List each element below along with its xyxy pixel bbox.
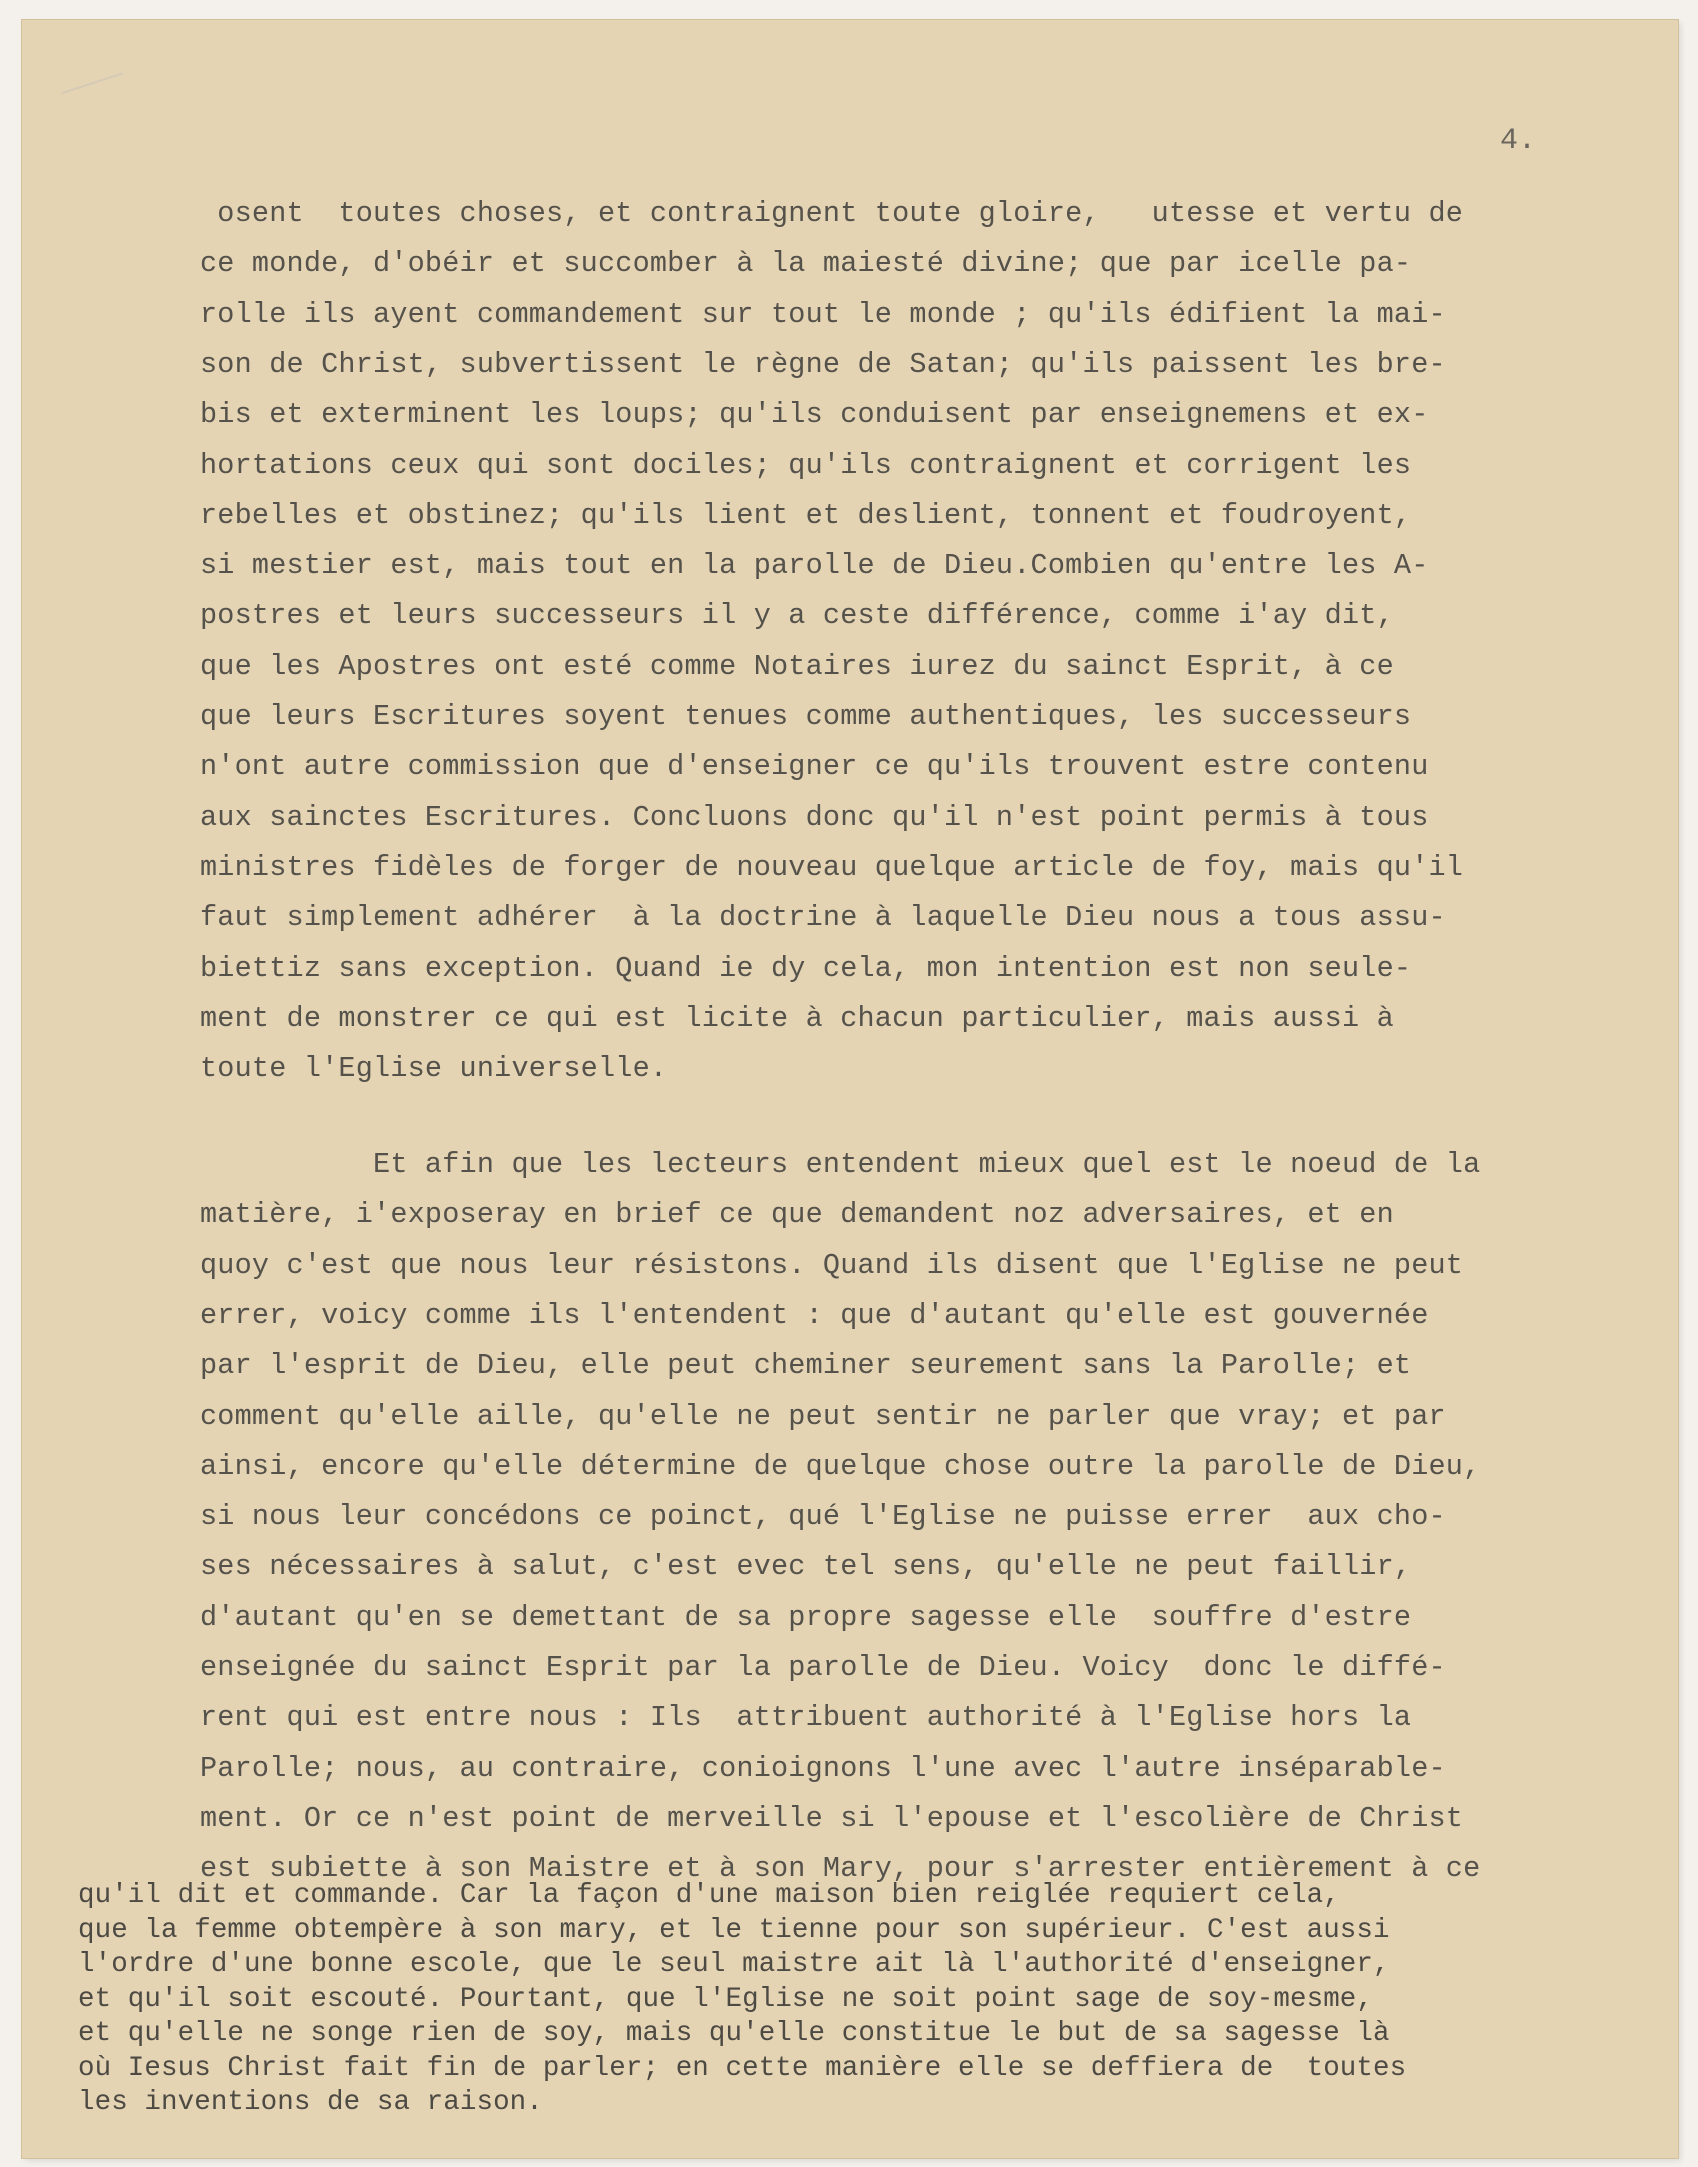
text-line: quoy c'est que nous leur résistons. Quand ils disent que l'Eglise ne peut: [200, 1248, 1464, 1282]
text-line: errer, voicy comme ils l'entendent : que d'autant qu'elle est gouvernée: [200, 1298, 1429, 1332]
text-line: ministres fidèles de forger de nouveau quelque article de foy, mais qu'il: [200, 850, 1464, 884]
text-line: par l'esprit de Dieu, elle peut cheminer seurement sans la Parolle; et: [200, 1349, 1412, 1383]
paper-tear-mark: [62, 72, 127, 103]
text-line: et qu'il soit escouté. Pourtant, que l'Eglise ne soit point sage de soy-mesme,: [78, 1983, 1374, 2015]
text-line: que la femme obtempère à son mary, et le tienne pour son supérieur. C'est aussi: [78, 1914, 1390, 1946]
text-line: postres et leurs successeurs il y a ceste différence, comme i'ay dit,: [200, 599, 1394, 633]
text-line: rent qui est entre nous : Ils attribuent authorité à l'Eglise hors la: [200, 1701, 1412, 1735]
text-line: si mestier est, mais tout en la parolle de Dieu.Combien qu'entre les A-: [200, 549, 1429, 583]
text-line: et qu'elle ne songe rien de soy, mais qu'elle constitue le but de sa sagesse là: [78, 2018, 1390, 2049]
text-line: Et afin que les lecteurs entendent mieux quel est le noeud de la: [200, 1148, 1481, 1181]
text-line: ainsi, encore qu'elle détermine de quelque chose outre la parolle de Dieu,: [200, 1449, 1481, 1483]
text-line: comment qu'elle aille, qu'elle ne peut sentir ne parler que vray; et par: [200, 1399, 1446, 1433]
page-number: 4.: [1500, 124, 1537, 158]
text-line: aux sainctes Escritures. Concluons donc qu'il n'est point permis à tous: [200, 800, 1429, 834]
text-line: rebelles et obstinez; qu'ils lient et deslient, tonnent et foudroyent,: [200, 498, 1412, 532]
typewritten-page: [22, 20, 1678, 2158]
text-line: son de Christ, subvertissent le règne de Satan; qu'ils paissent les bre-: [200, 347, 1446, 381]
text-line: est subiette à son Maistre et à son Mary, pour s'arrester entièrement à ce: [200, 1852, 1481, 1886]
text-line: que leurs Escritures soyent tenues comme authentiques, les successeurs: [200, 700, 1412, 733]
text-line: ment. Or ce n'est point de merveille si l'epouse et l'escolière de Christ: [200, 1801, 1464, 1835]
text-line: bis et exterminent les loups; qu'ils conduisent par enseignemens et ex-: [200, 398, 1429, 432]
text-line: Parolle; nous, au contraire, conioignons l'une avec l'autre inséparable-: [200, 1751, 1446, 1785]
text-line: où Iesus Christ fait fin de parler; en cette manière elle se deffiera de toutes: [78, 2052, 1407, 2084]
text-line: que les Apostres ont esté comme Notaires iurez du sainct Esprit, à ce: [200, 649, 1394, 683]
text-line: matière, i'exposeray en brief ce que demandent noz adversaires, et en: [200, 1198, 1394, 1232]
text-line: les inventions de sa raison.: [78, 2087, 543, 2118]
text-line: ses nécessaires à salut, c'est evec tel sens, qu'elle ne peut faillir,: [200, 1550, 1412, 1584]
text-line: rolle ils ayent commandement sur tout le monde ; qu'ils édifient la mai-: [200, 297, 1446, 331]
text-line: si nous leur concédons ce poinct, qué l'Eglise ne puisse errer aux cho-: [200, 1500, 1446, 1534]
text-line: biettiz sans exception. Quand ie dy cela, mon intention est non seule-: [200, 951, 1412, 985]
text-line: hortations ceux qui sont dociles; qu'ils contraignent et corrigent les: [200, 448, 1412, 482]
text-line: ment de monstrer ce qui est licite à chacun particulier, mais aussi à: [200, 1001, 1394, 1035]
text-line: l'ordre d'une bonne escole, que le seul maistre ait là l'authorité d'enseigner,: [78, 1949, 1390, 1980]
text-line: faut simplement adhérer à la doctrine à laquelle Dieu nous a tous assu-: [200, 901, 1446, 935]
text-line: n'ont autre commission que d'enseigner ce qu'ils trouvent estre contenu: [200, 750, 1429, 784]
text-line: qu'il dit et commande. Car la façon d'une maison bien reiglée requiert cela,: [78, 1880, 1340, 1911]
text-line: enseignée du sainct Esprit par la parolle de Dieu. Voicy donc le diffé-: [200, 1651, 1446, 1684]
text-line: d'autant qu'en se demettant de sa propre sagesse elle souffre d'estre: [200, 1600, 1412, 1634]
text-line: ce monde, d'obéir et succomber à la maiesté divine; que par icelle pa-: [200, 247, 1412, 281]
text-line: osent toutes choses, et contraignent toute gloire, utesse et vertu de: [200, 197, 1464, 230]
text-line: toute l'Eglise universelle.: [200, 1052, 668, 1086]
